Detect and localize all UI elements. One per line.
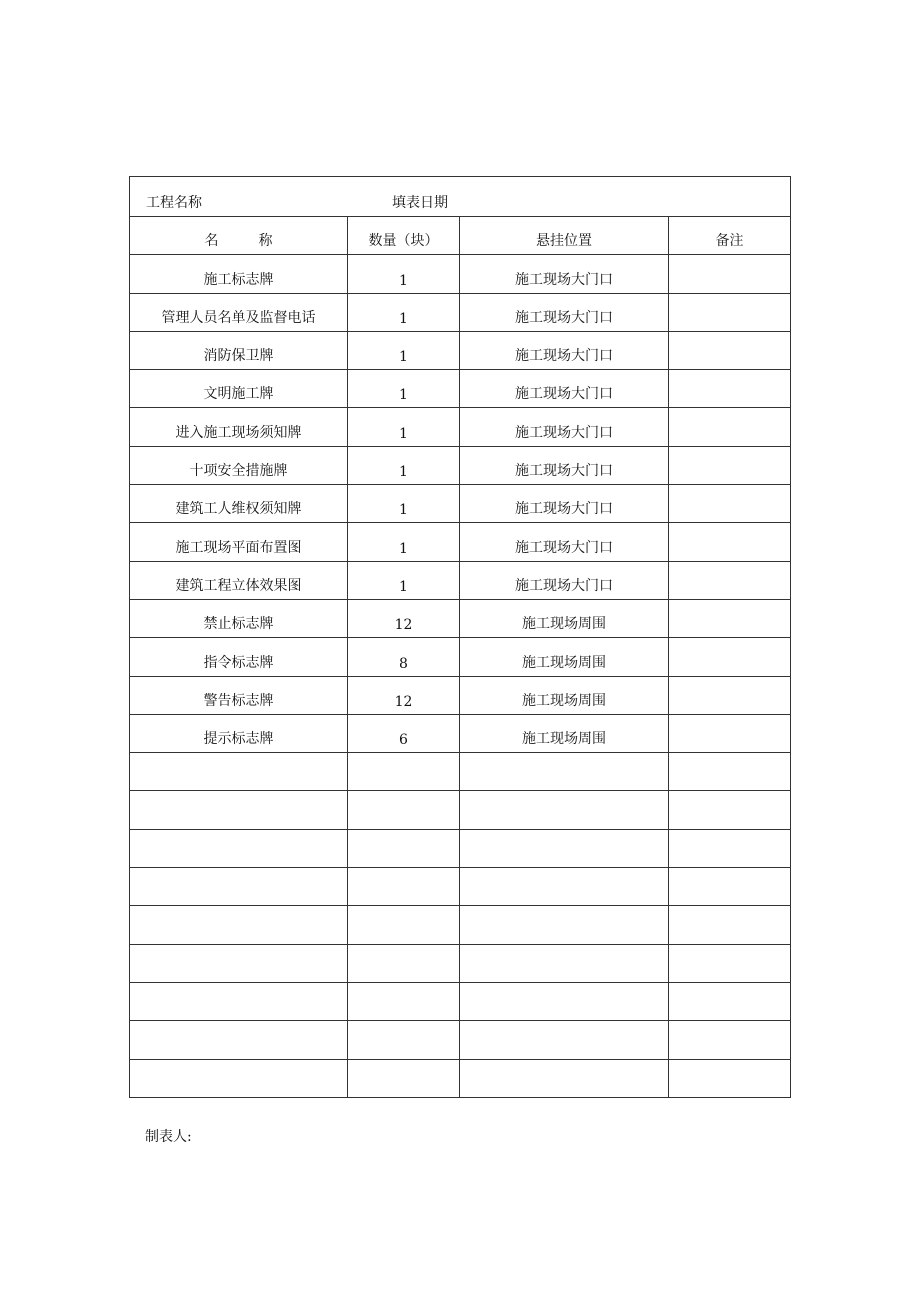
cell-name: 禁止标志牌 [130,599,348,637]
cell-location: 施工现场大门口 [460,293,669,331]
table-row [130,331,791,369]
cell-name: 指令标志牌 [130,638,348,676]
column-header-remarks: 备注 [669,217,791,255]
cell-remark [669,982,791,1020]
cell-location [460,982,669,1020]
cell-location: 施工现场周围 [460,638,669,676]
cell-name [130,791,348,829]
cell-quantity: 1 [348,255,460,293]
cell-remark [669,370,791,408]
cell-location: 施工现场大门口 [460,561,669,599]
table-row [130,753,791,791]
table-row [130,714,791,752]
cell-name: 文明施工牌 [130,370,348,408]
cell-remark [669,1021,791,1059]
cell-location: 施工现场大门口 [460,408,669,446]
cell-name: 建筑工人维权须知牌 [130,485,348,523]
cell-name: 施工现场平面布置图 [130,523,348,561]
cell-remark [669,561,791,599]
cell-location: 施工现场大门口 [460,331,669,369]
cell-quantity: 12 [348,599,460,637]
table-row [130,370,791,408]
table-row [130,982,791,1020]
table-row [130,638,791,676]
table-row [130,906,791,944]
cell-location: 施工现场大门口 [460,523,669,561]
cell-name [130,868,348,906]
table-row [130,868,791,906]
cell-name: 施工标志牌 [130,255,348,293]
cell-quantity: 1 [348,408,460,446]
cell-remark [669,638,791,676]
cell-location [460,829,669,867]
cell-name [130,1059,348,1097]
cell-remark [669,906,791,944]
column-header-location: 悬挂位置 [460,217,669,255]
cell-remark [669,1059,791,1097]
table-row [130,676,791,714]
cell-quantity: 1 [348,523,460,561]
table-row [130,1021,791,1059]
signage-table [129,176,791,1098]
table-row [130,485,791,523]
cell-quantity [348,1059,460,1097]
table-row [130,561,791,599]
cell-name [130,906,348,944]
table-row [130,944,791,982]
cell-name: 建筑工程立体效果图 [130,561,348,599]
cell-remark [669,523,791,561]
cell-remark [669,293,791,331]
cell-quantity: 1 [348,561,460,599]
cell-quantity: 1 [348,485,460,523]
cell-location: 施工现场周围 [460,676,669,714]
cell-name [130,1021,348,1059]
cell-location [460,1021,669,1059]
table-row [130,408,791,446]
cell-remark [669,753,791,791]
cell-remark [669,485,791,523]
table-row [130,1059,791,1097]
cell-location [460,753,669,791]
form-header-row [130,177,791,217]
cell-location: 施工现场大门口 [460,446,669,484]
cell-remark [669,599,791,637]
table-row [130,293,791,331]
cell-quantity: 1 [348,446,460,484]
cell-location [460,791,669,829]
cell-quantity: 1 [348,331,460,369]
cell-quantity: 1 [348,370,460,408]
cell-location [460,868,669,906]
cell-location [460,1059,669,1097]
cell-location: 施工现场大门口 [460,255,669,293]
cell-name: 十项安全措施牌 [130,446,348,484]
table-row [130,791,791,829]
cell-name: 消防保卫牌 [130,331,348,369]
project-name-label: 工程名称 [146,195,202,211]
cell-remark [669,944,791,982]
cell-quantity: 6 [348,714,460,752]
cell-remark [669,791,791,829]
cell-remark [669,446,791,484]
table-row [130,829,791,867]
table-row [130,599,791,637]
cell-name: 提示标志牌 [130,714,348,752]
column-header-quantity: 数量（块） [348,217,460,255]
cell-quantity [348,982,460,1020]
cell-remark [669,331,791,369]
cell-name: 管理人员名单及监督电话 [130,293,348,331]
cell-quantity: 1 [348,293,460,331]
cell-name [130,829,348,867]
cell-location: 施工现场周围 [460,599,669,637]
cell-quantity [348,868,460,906]
cell-location [460,944,669,982]
table-row [130,523,791,561]
cell-remark [669,255,791,293]
cell-name: 进入施工现场须知牌 [130,408,348,446]
cell-remark [669,676,791,714]
cell-name [130,982,348,1020]
form-header-cell [130,177,791,217]
cell-remark [669,714,791,752]
cell-quantity: 8 [348,638,460,676]
cell-quantity [348,791,460,829]
cell-quantity [348,829,460,867]
cell-name: 警告标志牌 [130,676,348,714]
column-header-name: 名 称 [130,217,348,255]
cell-quantity [348,1021,460,1059]
cell-quantity [348,944,460,982]
cell-name [130,944,348,982]
cell-quantity [348,753,460,791]
table-row [130,255,791,293]
cell-location: 施工现场大门口 [460,370,669,408]
cell-quantity: 12 [348,676,460,714]
column-header-row [130,217,791,255]
cell-remark [669,868,791,906]
fill-date-label: 填表日期 [392,195,448,211]
cell-remark [669,408,791,446]
cell-remark [669,829,791,867]
cell-name [130,753,348,791]
cell-quantity [348,906,460,944]
prepared-by-label: 制表人: [145,1129,192,1145]
cell-location: 施工现场周围 [460,714,669,752]
cell-location [460,906,669,944]
cell-location: 施工现场大门口 [460,485,669,523]
signage-form [129,176,790,1098]
table-row [130,446,791,484]
